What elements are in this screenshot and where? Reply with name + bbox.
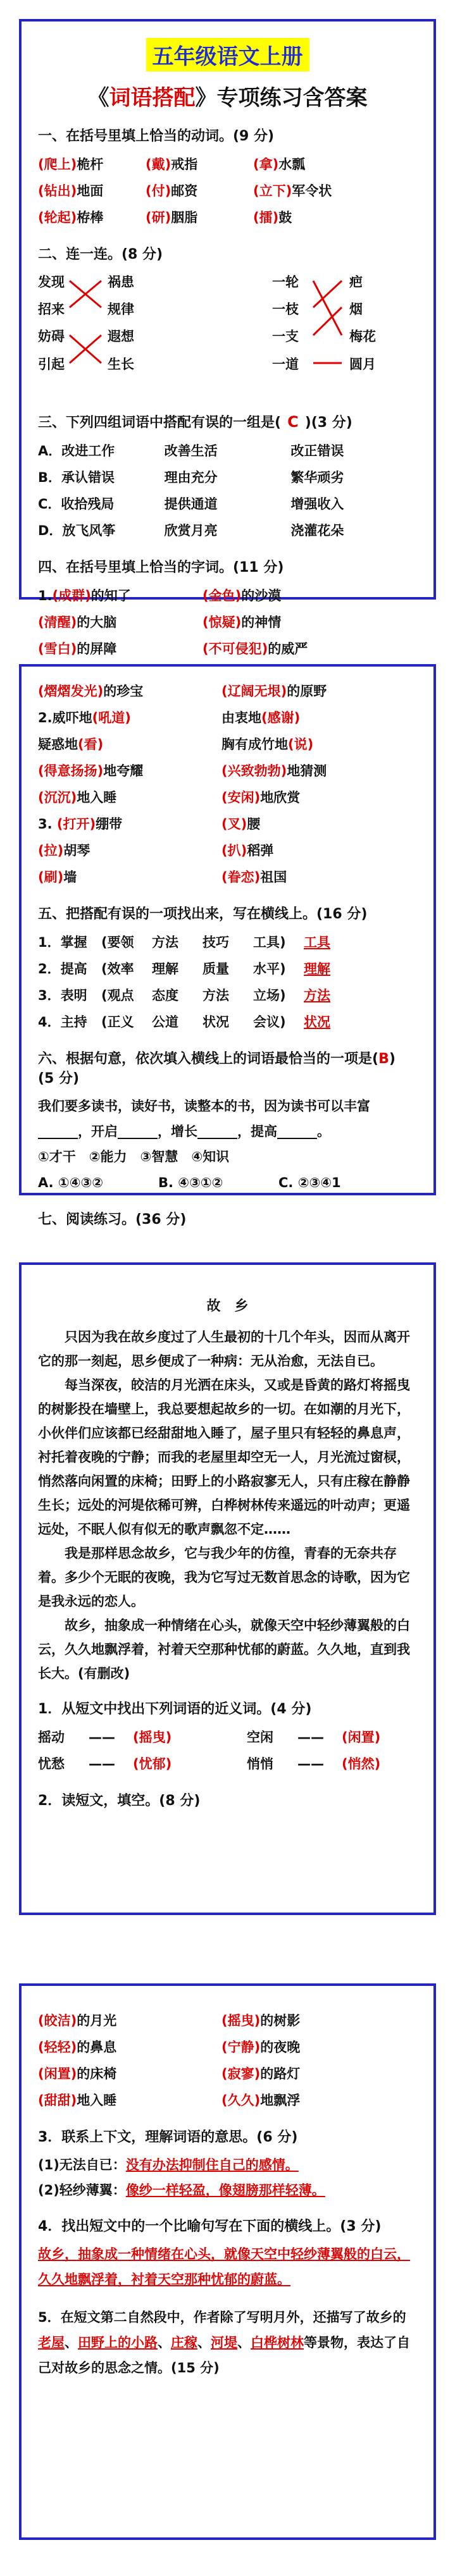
q5-word: 2．提高 bbox=[38, 961, 87, 977]
q5-word: (正义 bbox=[101, 1014, 134, 1030]
answer-cell: (金色)的沙漠 bbox=[203, 588, 282, 603]
answer-cell: (爬上)桅杆 bbox=[38, 157, 104, 172]
page-subtitle: 《词语搭配》专项练习含答案 bbox=[87, 85, 368, 111]
answer-cell: 改正错误 bbox=[290, 443, 344, 459]
answer-cell: D．放飞风筝 bbox=[38, 523, 116, 538]
q3-title: 三、下列四组词语中搭配有误的一组是( C )(3 分) bbox=[38, 413, 352, 431]
p4-q4-title: 4．找出短文中的一个比喻句写在下面的横线上。(3 分) bbox=[38, 2219, 382, 2234]
q1-title: 一、在括号里填上恰当的动词。(9 分) bbox=[38, 128, 275, 144]
p4-q4-answer: 故乡，抽象成一种情绪在心头，就像天空中轻纱薄翼般的白云，久久地飘浮着，衬着天空那种忧郁的蔚蓝。 bbox=[38, 2246, 410, 2287]
match-left-2: 招来 bbox=[38, 302, 65, 317]
answer-row bbox=[38, 705, 417, 731]
q5-word: 水平) bbox=[253, 961, 286, 977]
answer-row bbox=[38, 731, 417, 758]
passage-para-4: 故乡，抽象成一种情绪在心头，就像天空中轻纱薄翼般的白云，久久地飘浮着，衬着天空那种忧郁的蔚蓝。久久地，直到我长大。(有删改) bbox=[38, 1618, 410, 1681]
answer-cell: (宁静)的夜晚 bbox=[221, 2040, 301, 2055]
answer-cell: (久久)地飘浮 bbox=[221, 2093, 301, 2108]
match-right-3: 一支 bbox=[272, 329, 299, 344]
answer-cell: 胸有成竹地(说) bbox=[221, 737, 314, 752]
p4-fill-answers bbox=[38, 2007, 417, 2114]
answer-row bbox=[38, 2034, 417, 2061]
q5-answer: 方法 bbox=[304, 988, 330, 1003]
answer-cell: (立下)军令状 bbox=[253, 183, 332, 199]
match-left-3: 妨碍 bbox=[38, 329, 65, 344]
answer-row bbox=[38, 678, 417, 705]
answer-row bbox=[38, 837, 417, 864]
answer-cell: (寂寥)的路灯 bbox=[221, 2066, 301, 2081]
p3-q1-title: 1．从短文中找出下列词语的近义词。(4 分) bbox=[38, 1701, 312, 1717]
answer-row bbox=[38, 464, 417, 491]
q5-word: 质量 bbox=[203, 961, 229, 977]
answer-cell: 增强收入 bbox=[290, 496, 344, 512]
q1-answers bbox=[38, 151, 417, 231]
synonym-cell: (闲置) bbox=[342, 1730, 381, 1745]
worksheet-page-4 bbox=[19, 1983, 436, 2540]
match-right-r-1: 疤 bbox=[349, 274, 363, 290]
answer-cell: C．收拾残局 bbox=[38, 496, 115, 512]
answer-row bbox=[38, 582, 417, 609]
passage-para-1: 只因为我在故乡度过了人生最初的十几个年头，因而从离开它的那一刻起，思乡便成了一种病：无从治愈，无法自已。 bbox=[38, 1329, 410, 1369]
answer-row bbox=[38, 636, 417, 662]
passage-title: 故 乡 bbox=[206, 1298, 249, 1314]
passage-para-3: 我是那样思念故乡，它与我少年的仿徨，青春的无奈共存着。多少个无眠的夜晚，我为它写过无数首思念的诗歌，因为它是我永远的恋人。 bbox=[38, 1546, 410, 1609]
answer-row bbox=[38, 758, 417, 784]
answer-row bbox=[38, 204, 417, 231]
answer-cell: A．改进工作 bbox=[38, 443, 115, 459]
answer-cell: (轮起)栫棒 bbox=[38, 210, 104, 225]
answer-cell: (清醒)的大脑 bbox=[38, 615, 117, 630]
answer-row bbox=[38, 2061, 417, 2087]
answer-cell: (轻轻)的鼻息 bbox=[38, 2040, 117, 2055]
scene-item: 田野上的小路 bbox=[78, 2335, 158, 2350]
q6-title: 六、根据句意，依次填入横线上的词语最恰当的一项是(B) (5 分) bbox=[38, 1051, 396, 1087]
scene-item: 庄稼 bbox=[171, 2335, 197, 2350]
q5-word: 1．掌握 bbox=[38, 935, 87, 950]
answer-cell: 2.威吓地(吼道) bbox=[38, 710, 131, 725]
synonym-cell: —— bbox=[89, 1756, 115, 1772]
answer-cell: (皎洁)的月光 bbox=[38, 2013, 117, 2028]
answer-cell: 欣赏月亮 bbox=[164, 523, 218, 538]
match-right-2: 一枝 bbox=[272, 302, 299, 317]
p3-q1-answers bbox=[38, 1724, 417, 1777]
synonym-cell: 悄悄 bbox=[247, 1756, 273, 1772]
q5-word: 工具) bbox=[253, 935, 286, 950]
answer-cell: 疑惑地(看) bbox=[38, 737, 104, 752]
q5-answer: 工具 bbox=[304, 935, 330, 950]
answer-cell: 提供通道 bbox=[164, 496, 218, 512]
q5-row bbox=[38, 956, 417, 982]
p4-q3-a: (1)无法自已：没有办法抑制住自己的感情。 bbox=[38, 2157, 299, 2172]
synonym-cell: 摇动 bbox=[38, 1730, 65, 1745]
answer-cell: (擂)鼓 bbox=[253, 210, 292, 225]
scene-item: 老屋 bbox=[38, 2335, 65, 2350]
q5-items bbox=[38, 929, 417, 1035]
passage-para-2: 每当深夜，皎洁的月光洒在床头，又或是昏黄的路灯将摇曳的树影投在墙壁上，我总要想起故乡的一切。在如潮的月光下，小伙伴们应该都已经甜甜地入睡了，屋子里只有轻轻的鼻息声，衬托着夜晚的宁静；而我的老屋里却空无一人，月光流过窗棂，悄然落向闲置的床椅；田野上的小路寂寥无人，只有庄稼在静静生长；远处的河堤依稀可辨，白桦树林传来遥远的叶动声；更遥远处，不眠人似有似无的歌声飘忽不定…… bbox=[38, 1377, 410, 1537]
answer-row bbox=[38, 491, 417, 517]
q5-row bbox=[38, 982, 417, 1009]
answer-row bbox=[38, 784, 417, 811]
fill-words-cont bbox=[38, 678, 417, 891]
answer-cell: (甜甜)地入睡 bbox=[38, 2093, 117, 2108]
answer-cell: (惊疑)的神情 bbox=[203, 615, 282, 630]
answer-row bbox=[38, 609, 417, 636]
match-left-r-2: 规律 bbox=[108, 302, 134, 317]
match-right-r-3: 梅花 bbox=[349, 329, 376, 344]
p4-q5: 5．在短文第二自然段中，作者除了写明月外，还描写了故乡的老屋、田野上的小路、庄稼、河堤、白桦树林等景物，表达了自己对故乡的思念之情。(15 分) bbox=[38, 2310, 410, 2376]
q5-word: 状况 bbox=[203, 1014, 229, 1030]
answer-row bbox=[38, 517, 417, 544]
synonym-row bbox=[38, 1751, 417, 1777]
synonym-row bbox=[38, 1724, 417, 1751]
answer-row bbox=[38, 178, 417, 204]
synonym-cell: (悄然) bbox=[342, 1756, 381, 1772]
synonym-cell: (忧郁) bbox=[133, 1756, 172, 1772]
q6-body: 我们要多读书，读好书，读整本的书，因为读书可以丰富 bbox=[38, 1099, 370, 1114]
q5-title: 五、把搭配有误的一项找出来，写在横线上。(16 分) bbox=[38, 906, 368, 922]
answer-cell: (沉沉)地入睡 bbox=[38, 790, 117, 805]
synonym-cell: 空闲 bbox=[247, 1730, 273, 1745]
q5-word: (要领 bbox=[101, 935, 134, 950]
match-left-4: 引起 bbox=[38, 357, 65, 372]
match-right-r-4: 圆月 bbox=[349, 357, 376, 372]
match-right-1: 一轮 bbox=[272, 274, 299, 290]
answer-cell: (研)胭脂 bbox=[146, 210, 198, 225]
answer-cell: (刷)墙 bbox=[38, 870, 77, 885]
synonym-cell: —— bbox=[297, 1756, 324, 1772]
p4-q3-title: 3．联系上下文，理解词语的意思。(6 分) bbox=[38, 2129, 298, 2145]
q5-word: 方法 bbox=[203, 988, 229, 1003]
q5-answer: 理解 bbox=[304, 961, 330, 977]
match-right-4: 一道 bbox=[272, 357, 299, 372]
q6-blanks: ______，开启______，增长______，提高______。 bbox=[38, 1124, 330, 1139]
q5-word: 立场) bbox=[253, 988, 286, 1003]
answer-cell: (眷恋)祖国 bbox=[221, 870, 287, 885]
answer-row bbox=[38, 2087, 417, 2114]
answer-cell: (不可侵犯)的威严 bbox=[203, 641, 308, 656]
scene-item: 河堤 bbox=[211, 2335, 237, 2350]
q7-title: 七、阅读练习。(36 分) bbox=[38, 1212, 187, 1228]
answer-row bbox=[38, 811, 417, 837]
answer-cell: 1.(成群)的知了 bbox=[38, 588, 131, 603]
answer-row bbox=[38, 151, 417, 178]
answer-cell: 浇灌花朵 bbox=[290, 523, 344, 538]
scene-item: 白桦树林 bbox=[251, 2335, 304, 2350]
answer-cell: 改善生活 bbox=[164, 443, 218, 459]
answer-cell: 繁华顽劣 bbox=[290, 470, 344, 485]
q5-word: 3．表明 bbox=[38, 988, 87, 1003]
p4-q3-b: (2)轻纱薄翼：像纱一样轻盈，像翅膀那样轻薄。 bbox=[38, 2183, 325, 2198]
q6-choices: A. ①④③② B. ④③①② C. ②③④1 bbox=[38, 1175, 341, 1190]
match-left-r-1: 祸患 bbox=[108, 274, 134, 290]
answer-cell: (拿)水瓢 bbox=[253, 157, 306, 172]
match-left-r-4: 生长 bbox=[108, 357, 134, 372]
q5-row bbox=[38, 1009, 417, 1035]
answer-row bbox=[38, 864, 417, 891]
q4-title: 四、在括号里填上恰当的字词。(11 分) bbox=[38, 560, 284, 576]
q5-word: (观点 bbox=[101, 988, 134, 1003]
answer-row bbox=[38, 438, 417, 464]
q5-word: (效率 bbox=[101, 961, 134, 977]
q5-word: 会议) bbox=[253, 1014, 286, 1030]
answer-cell: (摇曳)的树影 bbox=[221, 2013, 301, 2028]
q5-word: 理解 bbox=[152, 961, 178, 977]
match-left-1: 发现 bbox=[38, 274, 65, 290]
answer-cell: (兴致勃勃)地猜测 bbox=[221, 763, 327, 779]
q5-row bbox=[38, 929, 417, 956]
q2-title: 二、连一连。(8 分) bbox=[38, 247, 163, 262]
worksheet-page-1 bbox=[19, 19, 436, 656]
answer-cell: (戴)戒指 bbox=[146, 157, 198, 172]
answer-cell: 3. (打开)绷带 bbox=[38, 817, 123, 832]
answer-cell: (雪白)的屏障 bbox=[38, 641, 117, 656]
q5-word: 公道 bbox=[152, 1014, 178, 1030]
answer-row bbox=[38, 2007, 417, 2034]
q5-word: 方法 bbox=[152, 935, 178, 950]
answer-cell: (辽阔无垠)的原野 bbox=[221, 684, 327, 699]
page-title: 五年级语文上册 bbox=[38, 38, 417, 71]
synonym-cell: (摇曳) bbox=[133, 1730, 172, 1745]
answer-cell: (付)邮资 bbox=[146, 183, 198, 199]
q3-options bbox=[38, 438, 417, 544]
synonym-cell: —— bbox=[89, 1730, 115, 1745]
worksheet-page-2 bbox=[19, 664, 436, 1228]
q5-word: 技巧 bbox=[203, 935, 229, 950]
answer-cell: (熠熠发光)的珍宝 bbox=[38, 684, 144, 699]
q5-word: 4．主持 bbox=[38, 1014, 87, 1030]
answer-cell: (安闲)地欣赏 bbox=[221, 790, 301, 805]
answer-cell: (扒)稻弹 bbox=[221, 843, 274, 858]
answer-cell: (拉)胡琴 bbox=[38, 843, 90, 858]
answer-cell: B．承认错误 bbox=[38, 470, 115, 485]
answer-cell: (得意扬扬)地夸耀 bbox=[38, 763, 144, 779]
answer-cell: 由衷地(感谢) bbox=[221, 710, 301, 725]
answer-cell: (闲置)的床椅 bbox=[38, 2066, 117, 2081]
answer-cell: 理由充分 bbox=[164, 470, 218, 485]
match-left-r-3: 遐想 bbox=[108, 329, 134, 344]
answer-cell: (叉)腰 bbox=[221, 817, 261, 832]
p3-q2-title: 2．读短文，填空。(8 分) bbox=[38, 1793, 201, 1809]
q6-opts: ①才干 ②能力 ③智慧 ④知识 bbox=[38, 1149, 230, 1164]
answer-cell: (钻出)地面 bbox=[38, 183, 104, 199]
synonym-cell: 忧愁 bbox=[38, 1756, 65, 1772]
q5-word: 态度 bbox=[152, 988, 178, 1003]
q5-answer: 状况 bbox=[304, 1014, 330, 1030]
worksheet-page-3 bbox=[19, 1262, 436, 1915]
match-right-r-2: 烟 bbox=[349, 302, 363, 317]
q4-answers bbox=[38, 582, 417, 662]
synonym-cell: —— bbox=[297, 1730, 324, 1745]
matching-exercise bbox=[38, 269, 417, 399]
